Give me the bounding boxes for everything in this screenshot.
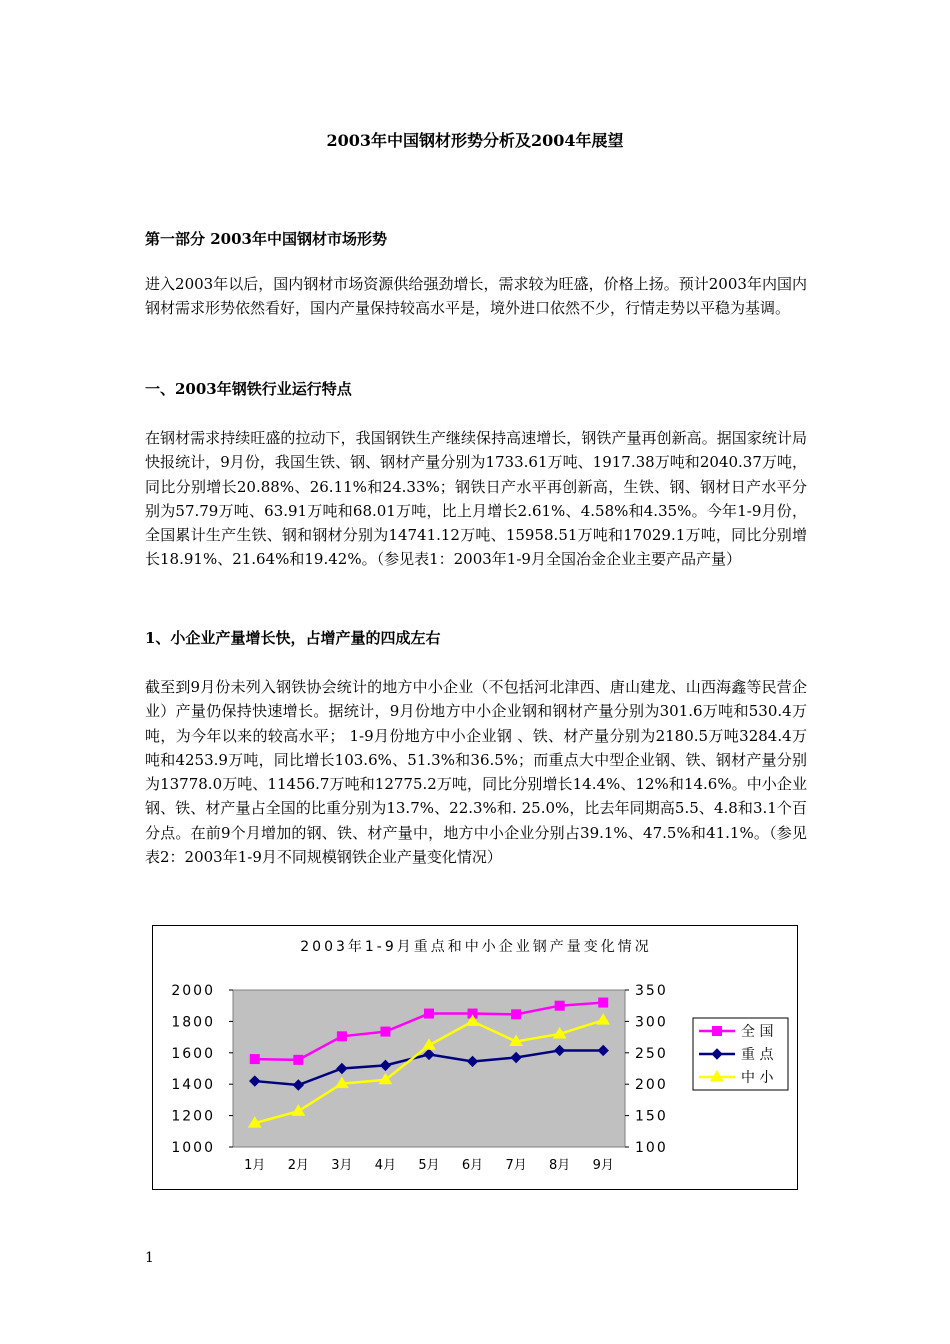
x-tick-label: 6月 xyxy=(461,1158,484,1173)
x-tick-label: 8月 xyxy=(549,1158,571,1173)
series-1-point xyxy=(555,1001,564,1010)
legend-label: 重 点 xyxy=(741,1047,774,1063)
y-right-tick-label: 350 xyxy=(635,983,668,999)
series-1-point xyxy=(599,998,608,1007)
legend-marker xyxy=(713,1027,722,1036)
y-right-tick-label: 300 xyxy=(635,1014,668,1031)
y-left-tick-label: 1600 xyxy=(171,1045,215,1062)
y-left-tick-label: 1800 xyxy=(171,1014,215,1031)
document-title: 2003年中国钢材形势分析及2004年展望 xyxy=(326,131,624,150)
chart-svg xyxy=(153,926,799,1191)
series-1-point xyxy=(425,1009,434,1018)
series-1-point xyxy=(381,1027,390,1036)
y-right-tick-label: 150 xyxy=(635,1108,668,1125)
series-1-point xyxy=(512,1010,521,1019)
x-tick-label: 9月 xyxy=(592,1158,614,1173)
x-tick-label: 4月 xyxy=(374,1158,397,1173)
y-left-tick-label: 1200 xyxy=(171,1108,215,1125)
steel-output-chart xyxy=(152,925,798,1190)
legend-label: 中 小 xyxy=(741,1070,774,1086)
y-right-tick-label: 200 xyxy=(635,1077,668,1094)
x-tick-label: 1月 xyxy=(244,1158,266,1173)
y-left-tick-label: 2000 xyxy=(171,983,215,999)
sub1-heading: 1、小企业产量增长快，占增产量的四成左右 xyxy=(145,629,441,647)
y-right-tick-label: 250 xyxy=(635,1045,668,1062)
y-left-tick-label: 1000 xyxy=(171,1140,215,1156)
series-1-point xyxy=(294,1055,303,1064)
part1-heading: 第一部分 2003年中国钢材市场形势 xyxy=(145,230,387,248)
sub1-paragraph: 截至到9月份未列入钢铁协会统计的地方中小企业（不包括河北津西、唐山建龙、山西海鑫等民营企业）产量仍保持快速增长。据统计，9月份地方中小企业钢和钢材产量分别为301.6万吨和530.4万吨，为今年以来的较高水平； 1-9月份地方中小企业钢 、铁、材产量分别为2180.5万吨3284.4万吨和4253.9万吨，同比增长103.6%、51.3%和36.5%；而重点大中型企业钢、铁、钢材产量分别为13778.0万吨、11456.7万吨和12775.2万吨，同比分别增长14.4%、12%和14.6%。中小企业钢、铁、材产量占全国的比重分别为13.7%、22.3%和. 25.0%，比去年同期高5.5、4.8和3.1个百分点。在前9个月增加的钢、铁、材产量中，地方中小企业分别占39.1%、47.5%和41.1%。（参见表2：2003年1-9月不同规模钢铁企业产量变化情况） xyxy=(145,678,807,867)
series-1-point xyxy=(337,1032,346,1041)
legend-label: 全 国 xyxy=(741,1024,774,1040)
y-left-tick-label: 1400 xyxy=(171,1077,215,1094)
section1-paragraph: 在钢材需求持续旺盛的拉动下，我国钢铁生产继续保持高速增长，钢铁产量再创新高。据国家统计局快报统计，9月份，我国生铁、钢、钢材产量分别为1733.61万吨、1917.38万吨和2040.37万吨，同比分别增长20.88%、26.11%和24.33%；钢铁日产水平再创新高，生铁、钢、钢材日产水平分别为57.79万吨、63.91万吨和68.01万吨，比上月增长2.61%、4.58%和4.35%。今年1-9月份，全国累计生产生铁、钢和钢材分别为14741.12万吨、15958.51万吨和17029.1万吨，同比分别增长18.91%、21.64%和19.42%。（参见表1：2003年1-9月全国冶金企业主要产品产量） xyxy=(145,429,807,569)
y-right-tick-label: 100 xyxy=(635,1140,668,1156)
x-tick-label: 3月 xyxy=(331,1158,353,1173)
x-tick-label: 2月 xyxy=(287,1158,309,1173)
x-tick-label: 7月 xyxy=(505,1158,527,1173)
chart-title: 2003年1-9月重点和中小企业钢产量变化情况 xyxy=(300,939,652,955)
section1-heading: 一、2003年钢铁行业运行特点 xyxy=(145,380,352,398)
series-1-point xyxy=(250,1055,259,1064)
page-number: 1 xyxy=(145,1250,154,1266)
x-tick-label: 5月 xyxy=(418,1158,440,1173)
intro-paragraph: 进入2003年以后，国内钢材市场资源供给强劲增长，需求较为旺盛，价格上扬。预计2003年内国内钢材需求形势依然看好，国内产量保持较高水平是，境外进口依然不少，行情走势以平稳为基调。 xyxy=(145,275,807,318)
